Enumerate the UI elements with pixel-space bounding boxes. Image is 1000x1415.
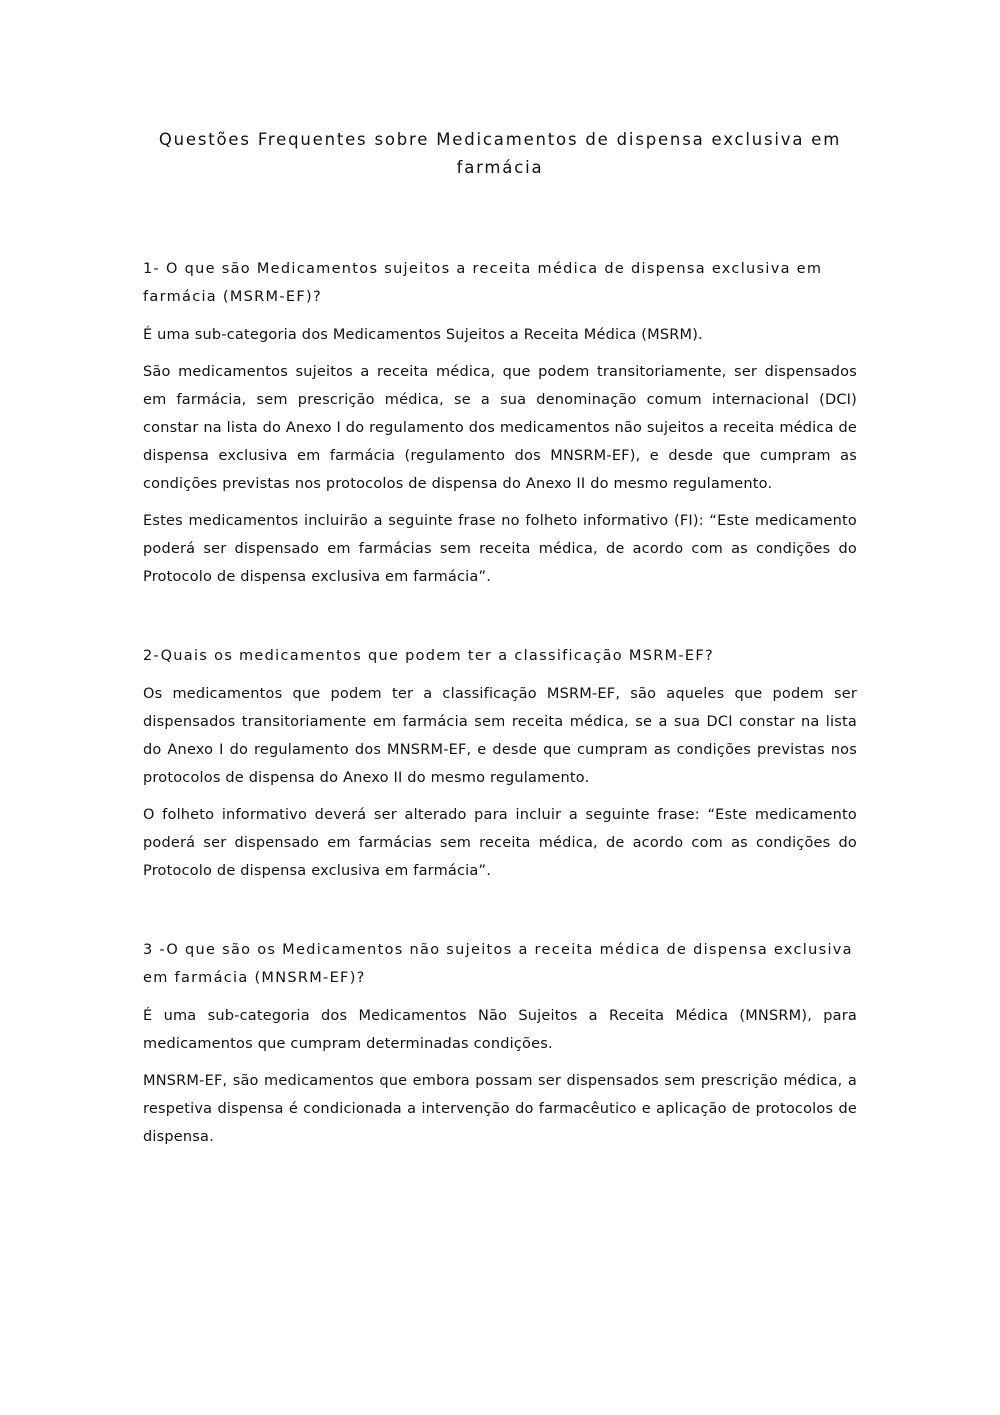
faq-section-3 (143, 936, 857, 1151)
faq-question-1: 1- O que são Medicamentos sujeitos a receita médica de dispensa exclusiva em farmácia (MSRM-EF)? (143, 261, 823, 305)
faq-answer-1-paragraph-3: Estes medicamentos incluirão a seguinte frase no folheto informativo (FI): “Este medicamento poderá ser dispensado em farmácias sem receita médica, de acordo com as condições do Protocolo de dispensa exclusiva em farmácia”. (143, 513, 857, 585)
section-spacer (143, 600, 857, 642)
faq-answer-1-paragraph-2: São medicamentos sujeitos a receita médica, que podem transitoriamente, ser dispensados em farmácia, sem prescrição médica, se a sua denominação comum internacional (DCI) constar na lista do Anexo I do regulamento dos medicamentos não sujeitos a receita médica de dispensa exclusiva em farmácia (regulamento dos MNSRM-EF), e desde que cumpram as condições previstas nos protocolos de dispensa do Anexo II do mesmo regulamento. (143, 364, 857, 492)
document-page (143, 126, 857, 1160)
faq-section-1 (143, 255, 857, 591)
faq-answer-1-paragraph-1: É uma sub-categoria dos Medicamentos Sujeitos a Receita Médica (MSRM). (143, 327, 703, 343)
faq-question-3: 3 -O que são os Medicamentos não sujeitos a receita médica de dispensa exclusiva em farmácia (MNSRM-EF)? (143, 942, 853, 986)
faq-answer-2-paragraph-1: Os medicamentos que podem ter a classificação MSRM-EF, são aqueles que podem ser dispensados transitoriamente em farmácia sem receita médica, se a sua DCI constar na lista do Anexo I do regulamento dos MNSRM-EF, e desde que cumpram as condições previstas nos protocolos de dispensa do Anexo II do mesmo regulamento. (143, 686, 857, 786)
faq-section-2 (143, 642, 857, 885)
faq-answer-3-paragraph-2: MNSRM-EF, são medicamentos que embora possam ser dispensados sem prescrição médica, a respetiva dispensa é condicionada a intervenção do farmacêutico e aplicação de protocolos de dispensa. (143, 1073, 857, 1145)
document-title: Questões Frequentes sobre Medicamentos de dispensa exclusiva em farmácia (158, 130, 842, 177)
faq-answer-3-paragraph-1: É uma sub-categoria dos Medicamentos Não Sujeitos a Receita Médica (MNSRM), para medicamentos que cumpram determinadas condições. (143, 1008, 857, 1052)
section-spacer (143, 894, 857, 936)
faq-question-2: 2-Quais os medicamentos que podem ter a classificação MSRM-EF? (143, 648, 715, 664)
faq-answer-2-paragraph-2: O folheto informativo deverá ser alterado para incluir a seguinte frase: “Este medicamento poderá ser dispensado em farmácias sem receita médica, de acordo com as condições do Protocolo de dispensa exclusiva em farmácia”. (143, 807, 857, 879)
